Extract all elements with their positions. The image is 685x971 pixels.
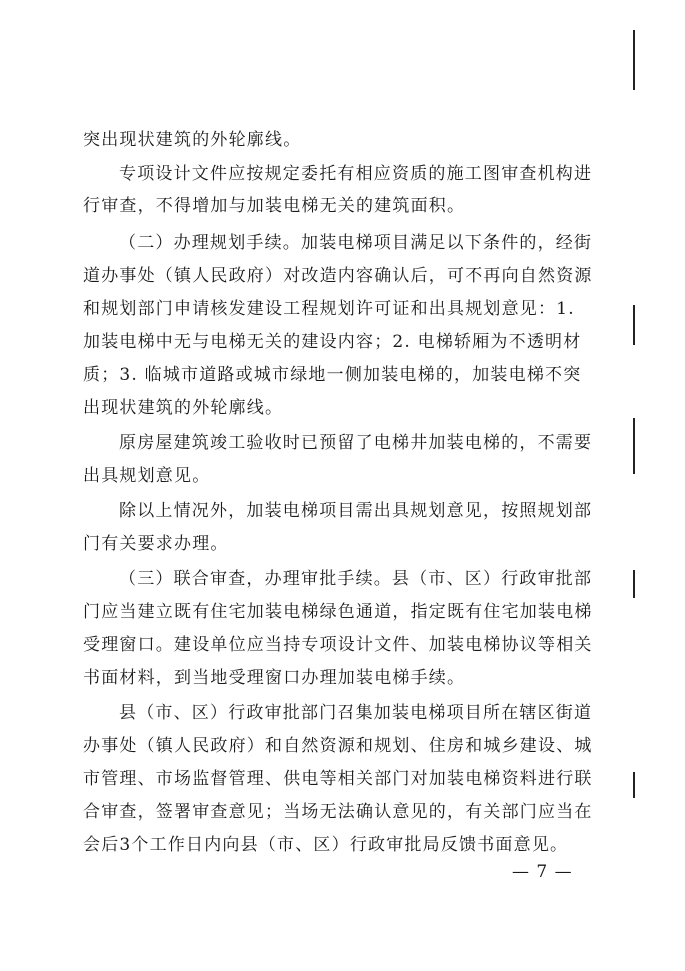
text-line: 书面材料，到当地受理窗口办理加装电梯手续。 — [83, 668, 466, 688]
text-line: 和规划部门申请核发建设工程规划许可证和出具规划意见：1. — [83, 299, 575, 319]
text-line: 专项设计文件应按规定委托有相应资质的施工图审查机构进 — [119, 164, 593, 184]
page-number: — 7 — — [512, 862, 573, 882]
scan-edge-mark — [633, 30, 635, 90]
scan-edge-mark — [633, 418, 635, 474]
text-line: 出现状建筑的外轮廓线。 — [83, 398, 284, 418]
text-line: 加装电梯中无与电梯无关的建设内容；2. 电梯轿厢为不透明材 — [83, 332, 582, 352]
scan-edge-mark — [633, 772, 635, 798]
text-line: （三）联合审查，办理审批手续。县（市、区）行政审批部 — [119, 569, 593, 589]
text-line: 办事处（镇人民政府）和自然资源和规划、住房和城乡建设、城 — [83, 736, 593, 756]
text-line: （二）办理规划手续。加装电梯项目满足以下条件的，经街 — [119, 233, 593, 253]
text-line: 突出现状建筑的外轮廓线。 — [83, 130, 302, 150]
text-line: 会后3个工作日内向县（市、区）行政审批局反馈书面意见。 — [83, 835, 569, 855]
text-line: 原房屋建筑竣工验收时已预留了电梯井加装电梯的，不需要 — [119, 433, 593, 453]
text-line: 除以上情况外，加装电梯项目需出具规划意见，按照规划部 — [119, 501, 593, 521]
scan-edge-mark — [633, 570, 635, 598]
text-line: 门应当建立既有住宅加装电梯绿色通道，指定既有住宅加装电梯 — [83, 602, 593, 622]
text-line: 合审查，签署审查意见；当场无法确认意见的，有关部门应当在 — [83, 802, 593, 822]
text-line: 县（市、区）行政审批部门召集加装电梯项目所在辖区街道 — [119, 703, 593, 723]
text-line: 受理窗口。建设单位应当持专项设计文件、加装电梯协议等相关 — [83, 635, 593, 655]
text-line: 门有关要求办理。 — [83, 534, 229, 554]
text-line: 道办事处（镇人民政府）对改造内容确认后，可不再向自然资源 — [83, 266, 593, 286]
text-line: 出具规划意见。 — [83, 466, 211, 486]
text-line: 质；3. 临城市道路或城市绿地一侧加装电梯的，加装电梯不突 — [83, 365, 582, 385]
scan-edge-mark — [633, 305, 635, 345]
text-line: 市管理、市场监督管理、供电等相关部门对加装电梯资料进行联 — [83, 769, 593, 789]
text-line: 行审查，不得增加与加装电梯无关的建筑面积。 — [83, 196, 466, 216]
